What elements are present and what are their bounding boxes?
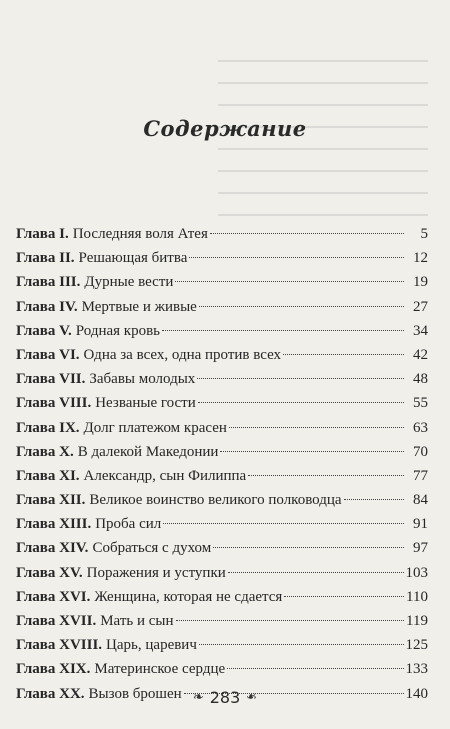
page-ref: 119 [406,613,428,629]
toc-entry [16,536,428,560]
chapter-label: Глава X. [16,443,74,460]
dot-leader [199,306,404,307]
chapter-title: Незваные гости [95,395,196,412]
dot-leader [162,330,404,331]
chapter-title: Мертвые и живые [81,298,197,315]
page-ref: 12 [413,250,428,267]
chapter-title: Мать и сын [100,613,174,629]
chapter-title: Поражения и уступки [86,564,226,581]
chapter-title: Царь, царевич [106,637,197,654]
dot-leader [210,233,404,234]
dot-leader [163,523,404,524]
chapter-label: Глава XIX. [16,661,91,678]
chapter-title: Решающая битва [78,250,188,267]
toc-entry [16,367,428,391]
page-ref: 103 [405,564,428,581]
page-number: 283 [209,688,241,707]
page-ref: 97 [413,540,428,557]
chapter-label: Глава VIII. [16,395,92,412]
page-ref: 140 [405,685,428,702]
chapter-label: Глава VII. [16,371,86,388]
chapter-label: Глава XVIII. [16,637,103,654]
toc-entry [16,295,428,319]
chapter-label: Глава XIII. [16,516,92,533]
page-ref: 19 [413,274,428,291]
chapter-label: Глава XX. [16,685,85,702]
chapter-title: Долг платежом красен [83,419,227,436]
page-ref: 91 [413,516,428,533]
chapter-label: Глава XI. [16,467,80,484]
toc-entry [16,488,428,512]
dot-leader [227,668,403,669]
page-ref: 63 [413,419,428,436]
dot-leader [248,475,404,476]
dot-leader [199,644,404,645]
toc-entry [16,391,428,415]
page-ref: 55 [413,395,428,412]
chapter-label: Глава VI. [16,346,80,363]
chapter-label: Глава XVII. [16,613,97,629]
chapter-label: Глава I. [16,226,69,242]
toc-entry [16,440,428,464]
toc-entry [16,585,428,609]
dot-leader [228,572,404,573]
page-ref: 77 [413,467,428,484]
dot-leader [197,378,404,379]
page-ref: 48 [413,371,428,388]
chapter-title: Женщина, которая не сдается [94,588,283,605]
chapter-label: Глава IX. [16,419,80,436]
toc-entry [16,222,428,246]
page-title: Содержание [143,116,307,141]
toc-entry [16,561,428,585]
toc-entry [16,464,428,488]
chapter-label: Глава II. [16,250,75,267]
toc-entry [16,609,428,633]
ornament-right-icon: ❧ [246,690,258,705]
page-ref: 70 [413,443,428,460]
chapter-label: Глава III. [16,274,81,291]
dot-leader [283,354,404,355]
dot-leader [198,402,404,403]
toc-entry [16,270,428,294]
chapter-title: Великое воинство великого полководца [89,492,342,509]
page-ref: 125 [405,637,428,654]
dot-leader [229,427,404,428]
toc-entry [16,657,428,681]
chapter-title: Материнское сердце [94,661,226,678]
table-of-contents [16,222,428,706]
page-ref: 110 [406,588,428,605]
chapter-title: Родная кровь [75,322,160,339]
toc-entry [16,319,428,343]
chapter-label: Глава XIV. [16,540,89,557]
chapter-label: Глава XVI. [16,588,91,605]
dot-leader [344,499,404,500]
toc-entry [16,343,428,367]
dot-leader [175,281,404,282]
dot-leader [176,620,404,621]
dot-leader [213,547,404,548]
chapter-title: Проба сил [95,516,162,533]
page-ref: 42 [413,346,428,363]
ornament-left-icon: ❧ [192,690,204,705]
toc-entry [16,416,428,440]
dot-leader [220,451,404,452]
chapter-title: В далекой Македонии [77,443,219,460]
chapter-label: Глава XII. [16,492,86,509]
chapter-title: Собраться с духом [92,540,212,557]
chapter-label: Глава V. [16,322,72,339]
page-ref: 34 [413,322,428,339]
page-ref: 133 [405,661,428,678]
chapter-title: Последняя воля Атея [72,226,208,242]
chapter-title: Александр, сын Филиппа [83,467,247,484]
dot-leader [284,596,404,597]
page-footer [0,688,450,707]
toc-entry [16,633,428,657]
chapter-label: Глава XV. [16,564,83,581]
chapter-title: Дурные вести [84,274,174,291]
chapter-title: Вызов брошен [88,685,182,702]
dot-leader [189,257,404,258]
chapter-title: Одна за всех, одна против всех [83,346,282,363]
page-ref: 27 [413,298,428,315]
toc-entry [16,512,428,536]
page-ref: 84 [413,492,428,509]
toc-entry [16,246,428,270]
chapter-title: Забавы молодых [89,371,196,388]
page-ref: 5 [420,226,428,242]
chapter-label: Глава IV. [16,298,78,315]
